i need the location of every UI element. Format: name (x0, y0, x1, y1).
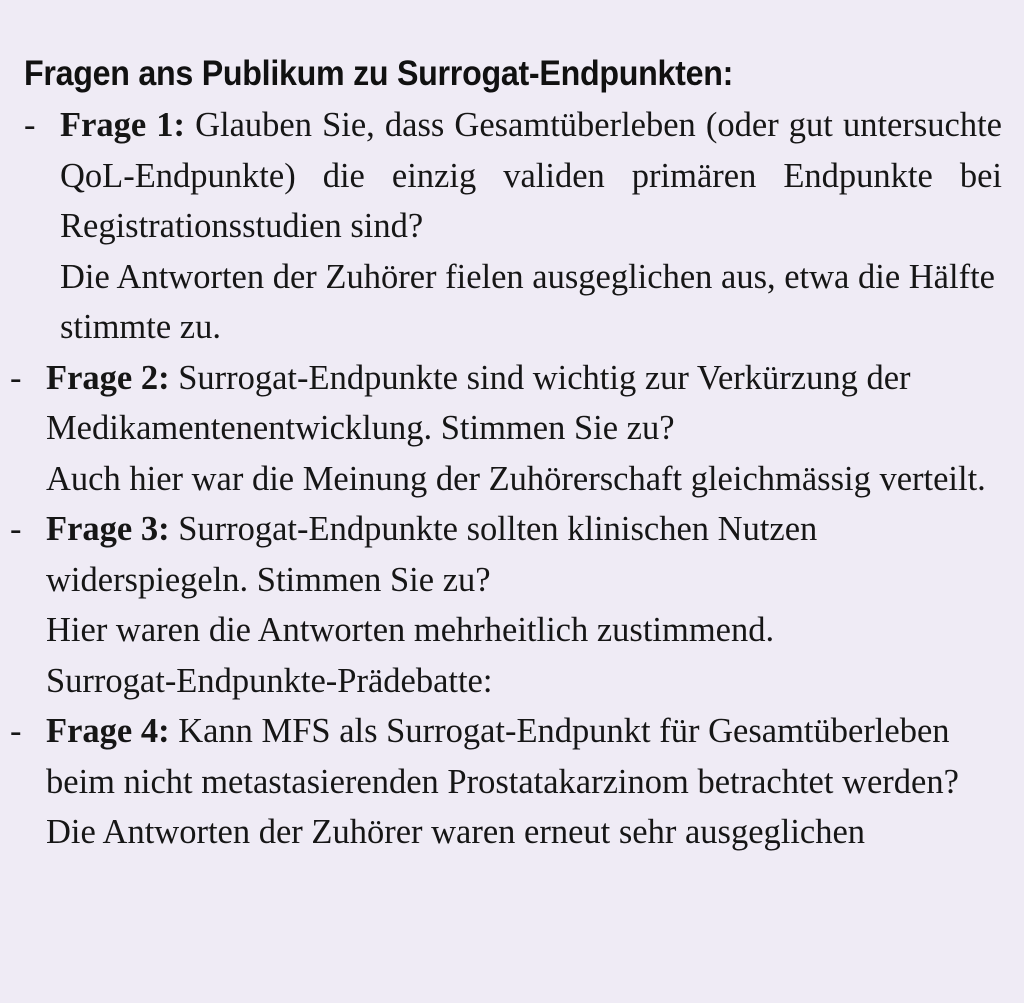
question-4-label: Frage 4: (46, 712, 170, 750)
bullet-dash: - (10, 510, 22, 548)
question-3 (10, 504, 1002, 706)
question-2-text (46, 353, 1002, 454)
question-4-answer: Die Antworten der Zuhörer waren erneut sehr ausgeglichen (46, 813, 866, 851)
question-2-answer: Auch hier war die Meinung der Zuhörerschaft gleichmässig verteilt. (46, 459, 986, 498)
box-heading: Fragen ans Publikum zu Surrogat-Endpunkten: (24, 54, 734, 93)
bullet-dash: - (24, 106, 36, 144)
question-1-text (60, 100, 1002, 252)
question-2 (10, 353, 1002, 505)
question-4 (10, 706, 1002, 858)
question-4-body: Kann MFS als Surrogat-Endpunkt für Gesamtüberleben beim nicht metastasierenden Prostatakarzinom betrachtet werden? (46, 712, 959, 801)
question-3-answer: Hier waren die Antworten mehrheitlich zustimmend. (46, 611, 775, 649)
question-1-label: Frage 1: (60, 106, 186, 144)
question-3-body: Surrogat-Endpunkte sollten klinischen Nutzen widerspiegeln. Stimmen Sie zu? (46, 510, 818, 599)
bullet-dash: - (10, 358, 22, 397)
question-3-text (46, 504, 1002, 605)
question-1-answer: Die Antworten der Zuhörer fielen ausgeglichen aus, etwa die Hälfte stimmte zu. (60, 257, 995, 346)
question-1 (24, 100, 1002, 353)
question-2-body: Surrogat-Endpunkte sind wichtig zur Verkürzung der Medikamentenentwicklung. Stimmen Sie zu? (46, 358, 911, 447)
bullet-dash: - (10, 712, 22, 750)
question-4-text (46, 706, 1002, 807)
question-2-label: Frage 2: (46, 358, 170, 397)
question-3-label: Frage 3: (46, 510, 170, 548)
question-1-body: Glauben Sie, dass Gesamtüberleben (oder gut untersuchte QoL-Endpunkte) die einzig validen primären Endpunkte bei Registrationsstudien sind? (60, 106, 1002, 245)
question-3-extra: Surrogat-Endpunkte-Prädebatte: (46, 661, 493, 700)
